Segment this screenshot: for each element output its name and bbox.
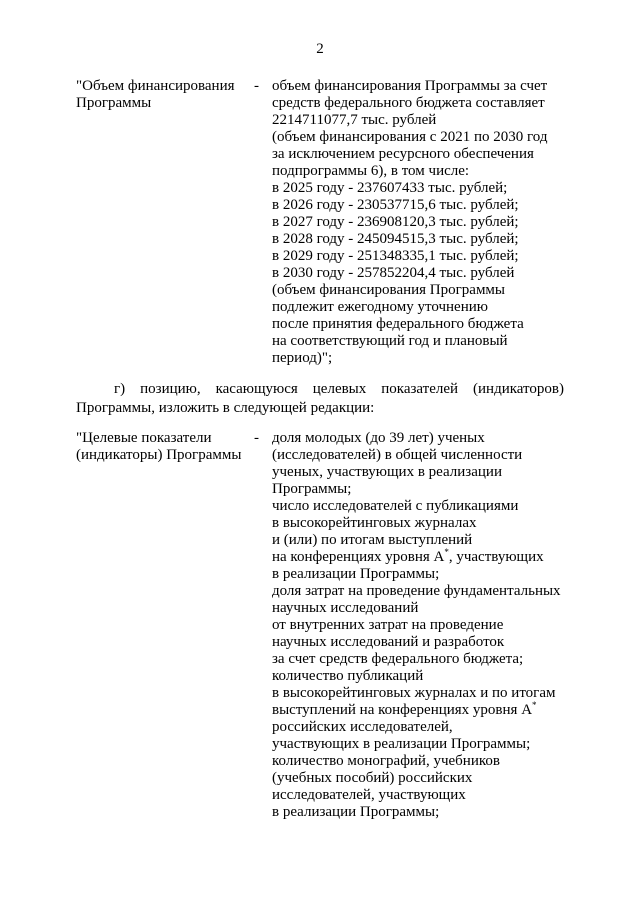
financing-line: после принятия федерального бюджета bbox=[272, 316, 524, 332]
indicators-value bbox=[272, 430, 566, 821]
indicator-line: количество публикаций bbox=[272, 668, 424, 684]
financing-line: в 2029 году - 251348335,1 тыс. рублей; bbox=[272, 248, 519, 264]
indicator-line: доля затрат на проведение фундаментальных bbox=[272, 583, 561, 599]
indicators-section bbox=[76, 430, 566, 821]
financing-dash: - bbox=[254, 78, 259, 94]
indicator-line: за счет средств федерального бюджета; bbox=[272, 651, 524, 667]
indicator-line-with-sup bbox=[272, 549, 566, 566]
indicator-line: в высокорейтинговых журналах bbox=[272, 515, 477, 531]
paragraph-g-line1: г) позицию, касающуюся целевых показателей (индикаторов) bbox=[114, 381, 564, 397]
financing-line: на соответствующий год и плановый bbox=[272, 333, 508, 349]
indicator-line: участвующих в реализации Программы; bbox=[272, 736, 531, 752]
financing-value bbox=[272, 78, 566, 367]
indicator-line: российских исследователей, bbox=[272, 719, 453, 735]
financing-line: 2214711077,7 тыс. рублей bbox=[272, 112, 437, 128]
financing-line: объем финансирования Программы за счет bbox=[272, 78, 548, 94]
indicator-line: научных исследований bbox=[272, 600, 419, 616]
indicator-line-suffix: , участвующих bbox=[448, 549, 544, 565]
indicator-line-text: выступлений на конференциях уровня А bbox=[272, 702, 533, 718]
financing-line: в 2027 году - 236908120,3 тыс. рублей; bbox=[272, 214, 519, 230]
financing-line: период)"; bbox=[272, 350, 333, 366]
indicator-line-with-sup bbox=[272, 702, 566, 719]
financing-line: в 2026 году - 230537715,6 тыс. рублей; bbox=[272, 197, 519, 213]
indicator-line: в реализации Программы; bbox=[272, 566, 440, 582]
indicators-dash: - bbox=[254, 430, 259, 446]
financing-line: (объем финансирования Программы bbox=[272, 282, 506, 298]
indicator-line: доля молодых (до 39 лет) ученых bbox=[272, 430, 485, 446]
indicator-line: Программы; bbox=[272, 481, 352, 497]
indicator-line: исследователей, участвующих bbox=[272, 787, 466, 803]
indicator-line: (учебных пособий) российских bbox=[272, 770, 473, 786]
financing-line: подлежит ежегодному уточнению bbox=[272, 299, 488, 315]
paragraph-g-line2: Программы, изложить в следующей редакции: bbox=[76, 400, 375, 416]
indicators-label: "Целевые показатели (индикаторы) Программы bbox=[76, 430, 242, 463]
indicator-line: (исследователей) в общей численности bbox=[272, 447, 523, 463]
financing-line: подпрограммы 6), в том числе: bbox=[272, 163, 470, 179]
indicator-line: в реализации Программы; bbox=[272, 804, 440, 820]
financing-line: за исключением ресурсного обеспечения bbox=[272, 146, 534, 162]
financing-line: в 2030 году - 257852204,4 тыс. рублей bbox=[272, 265, 515, 281]
indicator-line: число исследователей с публикациями bbox=[272, 498, 519, 514]
superscript-mark: * bbox=[532, 700, 537, 710]
indicator-line: и (или) по итогам выступлений bbox=[272, 532, 473, 548]
financing-label: "Объем финансирования Программы bbox=[76, 78, 235, 111]
indicator-line: научных исследований и разработок bbox=[272, 634, 505, 650]
financing-line: в 2028 году - 245094515,3 тыс. рублей; bbox=[272, 231, 519, 247]
financing-section bbox=[76, 78, 566, 367]
financing-line: в 2025 году - 237607433 тыс. рублей; bbox=[272, 180, 508, 196]
indicator-line: ученых, участвующих в реализации bbox=[272, 464, 502, 480]
page-number: 2 bbox=[316, 41, 324, 57]
indicator-line-text: на конференциях уровня А bbox=[272, 549, 445, 565]
paragraph-g bbox=[76, 380, 564, 418]
financing-line: средств федерального бюджета составляет bbox=[272, 95, 545, 111]
superscript-mark: * bbox=[444, 547, 449, 557]
financing-line: (объем финансирования с 2021 по 2030 год bbox=[272, 129, 548, 145]
indicator-line: в высокорейтинговых журналах и по итогам bbox=[272, 685, 556, 701]
indicator-line: от внутренних затрат на проведение bbox=[272, 617, 504, 633]
indicator-line: количество монографий, учебников bbox=[272, 753, 500, 769]
